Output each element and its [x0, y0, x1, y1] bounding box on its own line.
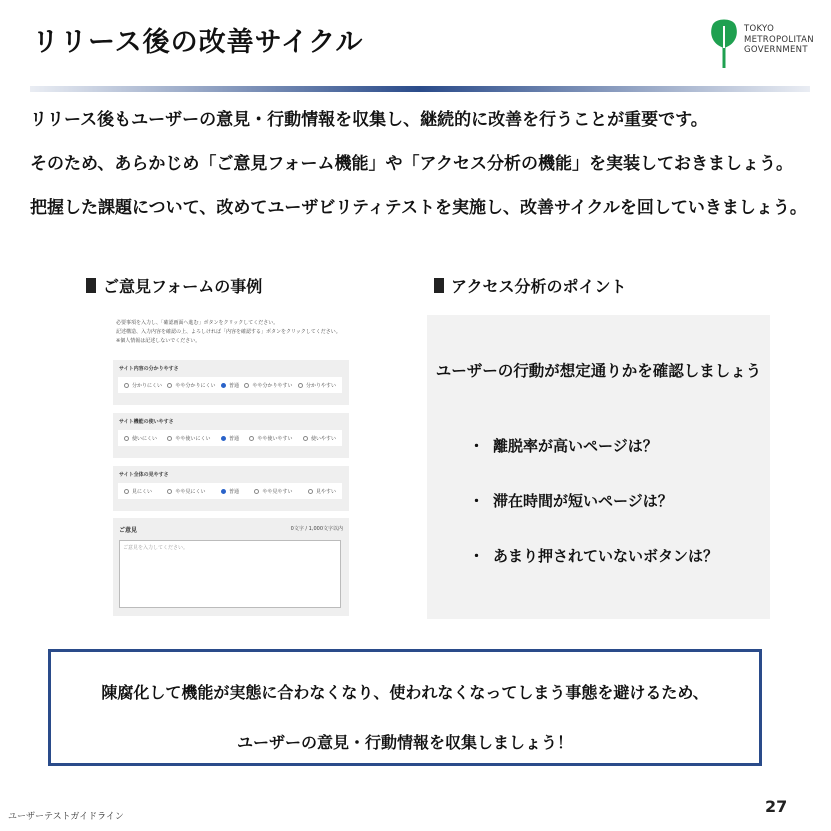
rating-group	[113, 466, 349, 511]
radio-label: 使いやすい	[310, 435, 336, 442]
radio-option[interactable]	[221, 435, 239, 442]
radio-icon	[167, 436, 172, 441]
radio-label: 普通	[228, 488, 239, 495]
radio-selected-icon	[221, 383, 226, 388]
radio-icon	[244, 383, 249, 388]
radio-label: 分かりにくい	[132, 382, 163, 389]
radio-option[interactable]	[221, 488, 239, 495]
radio-label: 見にくい	[132, 488, 153, 495]
radio-label: 普通	[228, 382, 239, 389]
radio-option[interactable]	[308, 488, 336, 495]
radio-option[interactable]	[167, 435, 210, 442]
intro-line: リリース後もユーザーの意見・行動情報を収集し、継続的に改善を行うことが重要です。	[30, 110, 708, 130]
radio-icon	[308, 489, 313, 494]
radio-icon	[303, 436, 308, 441]
radio-label: やや見にくい	[175, 488, 206, 495]
radio-label: やや見やすい	[262, 488, 293, 495]
panel-title: ユーザーの行動が想定通りかを確認しましょう	[435, 362, 762, 380]
header-divider	[30, 86, 810, 92]
footer-text: ユーザーテストガイドライン	[8, 812, 124, 822]
comment-section	[113, 518, 349, 616]
bullet-icon: ・	[469, 492, 485, 510]
comment-title: ご意見	[119, 527, 138, 534]
radio-option[interactable]	[303, 435, 336, 442]
bullet-icon: ・	[469, 437, 485, 455]
radio-icon	[167, 489, 172, 494]
intro-line: そのため、あらかじめ「ご意見フォーム機能」や「アクセス分析の機能」を実装しておきましょう。	[30, 154, 793, 174]
radio-selected-icon	[221, 436, 226, 441]
bullet-icon: ・	[469, 547, 485, 565]
page-number: 27	[765, 797, 788, 816]
access-analysis-heading-text: アクセス分析のポイント	[451, 277, 627, 296]
radio-option[interactable]	[244, 382, 292, 389]
page-title: リリース後の改善サイクル	[32, 27, 364, 58]
comment-textarea[interactable]: ご意見を入力してください。	[119, 540, 341, 608]
access-analysis-panel	[427, 315, 770, 619]
list-item	[469, 490, 718, 545]
callout-line-1: 陳腐化して機能が実態に合わなくなり、使われなくなってしまう事態を避けるため、	[101, 683, 709, 702]
radio-icon	[298, 383, 303, 388]
rating-group	[113, 413, 349, 458]
radio-icon	[167, 383, 172, 388]
radio-icon	[124, 489, 129, 494]
comment-limit: 0文字 / 1,000文字以内	[290, 526, 343, 532]
intro-text	[30, 108, 807, 240]
rating-options	[118, 483, 342, 499]
radio-option[interactable]	[124, 435, 157, 442]
intro-line: 把握した課題について、改めてユーザビリティテストを実施し、改善サイクルを回していきましょう。	[30, 198, 807, 218]
form-example-heading-text: ご意見フォームの事例	[103, 277, 263, 296]
radio-option[interactable]	[221, 382, 239, 389]
logo-line-3: GOVERNMENT	[744, 45, 808, 55]
rating-group	[113, 360, 349, 405]
radio-label: 使いにくい	[132, 435, 158, 442]
radio-icon	[124, 436, 129, 441]
radio-icon	[249, 436, 254, 441]
point-text: 離脱率が高いページは？	[493, 437, 658, 455]
list-item	[469, 435, 718, 490]
form-note: 記述構造、入力内容を確認の上、よろしければ「内容を確認する」ボタンをクリックしてください。	[116, 329, 341, 335]
radio-label: やや使いにくい	[175, 435, 211, 442]
radio-label: 分かりやすい	[305, 382, 336, 389]
list-item	[469, 545, 718, 600]
tmg-logo	[708, 18, 814, 72]
form-note: 必要事項を入力し、「確認画面へ進む」ボタンをクリックしてください。	[116, 320, 279, 326]
point-text: あまり押されていないボタンは？	[493, 547, 719, 565]
radio-option[interactable]	[124, 382, 162, 389]
radio-selected-icon	[221, 489, 226, 494]
form-example-heading	[86, 274, 262, 297]
radio-option[interactable]	[249, 435, 292, 442]
square-bullet-icon	[86, 278, 96, 293]
analysis-points	[469, 435, 718, 600]
radio-icon	[124, 383, 129, 388]
logo-line-1: TOKYO	[744, 24, 775, 34]
radio-option[interactable]	[167, 382, 215, 389]
radio-label: やや分かりやすい	[252, 382, 293, 389]
rating-group-title: サイト機能の使いやすさ	[119, 419, 174, 425]
rating-group-title: サイト内容の分かりやすさ	[119, 366, 179, 372]
feedback-form-example	[113, 316, 349, 616]
callout-line-2: ユーザーの意見・行動情報を収集しましょう！	[236, 733, 573, 752]
radio-label: 見やすい	[315, 488, 336, 495]
radio-icon	[254, 489, 259, 494]
ginkgo-leaf-icon	[708, 18, 740, 70]
rating-options	[118, 430, 342, 446]
radio-option[interactable]	[167, 488, 205, 495]
radio-option[interactable]	[298, 382, 336, 389]
radio-label: 普通	[228, 435, 239, 442]
form-note: ※個人情報は記述しないでください。	[116, 338, 201, 344]
radio-option[interactable]	[124, 488, 152, 495]
radio-option[interactable]	[254, 488, 292, 495]
rating-group-title: サイト全体の見やすさ	[119, 472, 169, 478]
radio-label: やや分かりにくい	[175, 382, 216, 389]
access-analysis-heading	[434, 274, 627, 297]
square-bullet-icon	[434, 278, 444, 293]
radio-label: やや使いやすい	[257, 435, 293, 442]
form-notes	[116, 319, 341, 346]
logo-line-2: METROPOLITAN	[744, 34, 814, 45]
summary-callout	[48, 649, 762, 766]
rating-options	[118, 377, 342, 393]
point-text: 滞在時間が短いページは？	[493, 492, 673, 510]
